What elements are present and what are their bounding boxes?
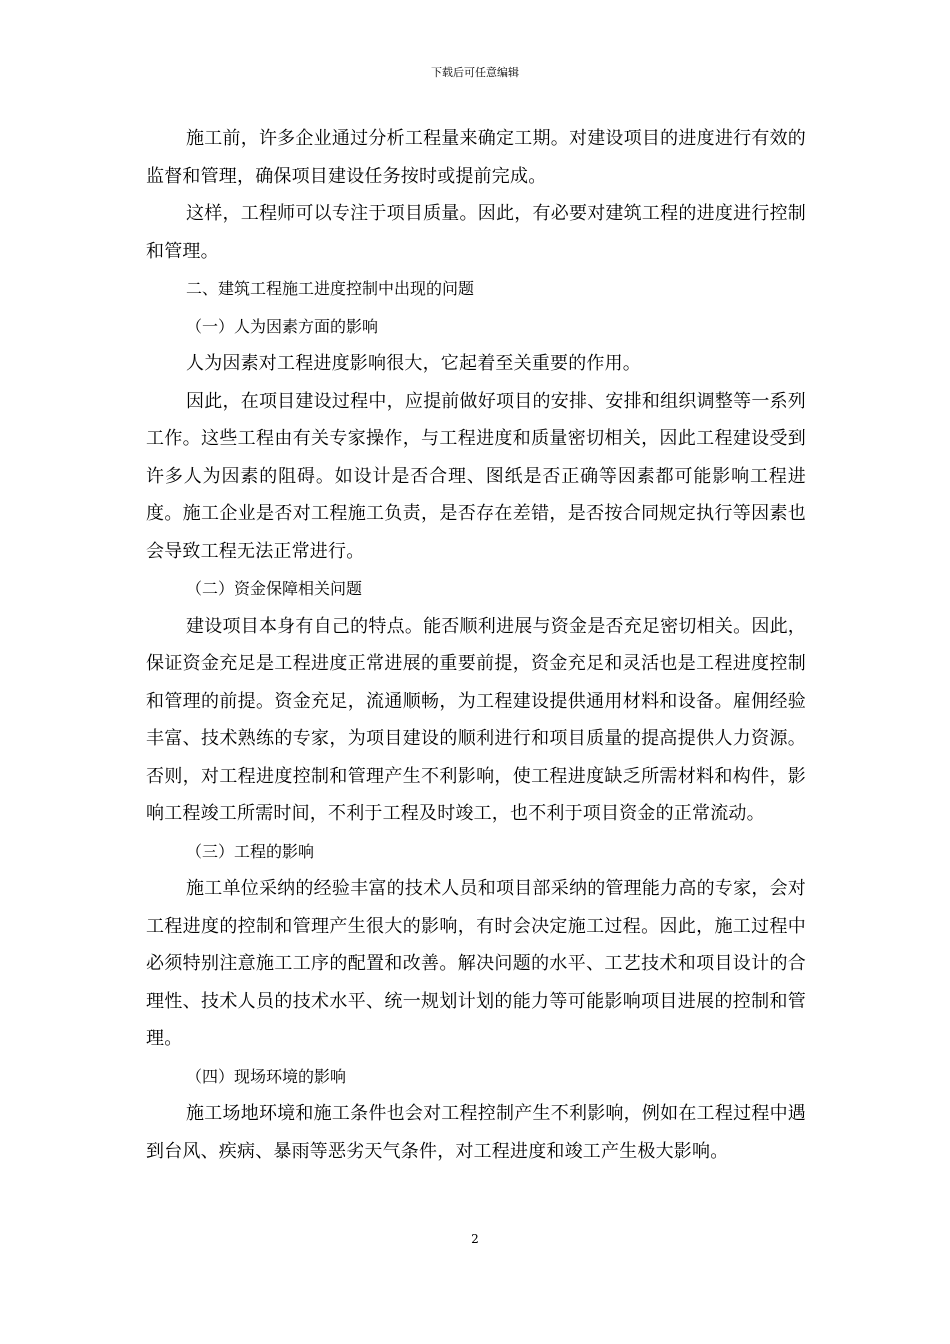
document-body: [146, 120, 806, 1170]
paragraph: 人为因素对工程进度影响很大，它起着至关重要的作用。: [186, 353, 641, 374]
subsection-heading: （三）工程的影响: [186, 841, 315, 861]
paragraph: 这样，工程师可以专注于项目质量。因此，有必要对建筑工程的进度进行控制和管理。: [146, 203, 806, 262]
paragraph: 因此，在项目建设过程中，应提前做好项目的安排、安排和组织调整等一系列工作。这些工程由有关专家操作，与工程进度和质量密切相关，因此工程建设受到许多人为因素的阻碍。如设计是否合理、图纸是否正确等因素都可能影响工程进度。施工企业是否对工程施工负责，是否存在差错，是否按合同规定执行等因素也会导致工程无法正常进行。: [146, 390, 806, 562]
section-heading: 二、建筑工程施工进度控制中出现的问题: [186, 279, 475, 298]
subsection-heading: （二）资金保障相关问题: [186, 579, 363, 598]
subsection-heading: （四）现场环境的影响: [186, 1066, 347, 1086]
paragraph: 建设项目本身有自己的特点。能否顺利进展与资金是否充足密切相关。因此，保证资金充足是工程进度正常进展的重要前提，资金充足和灵活也是工程进度控制和管理的前提。资金充足，流通顺畅，为工程建设提供通用材料和设备。雇佣经验丰富、技术熟练的专家，为项目建设的顺利进行和项目质量的提高提供人力资源。否则，对工程进度控制和管理产生不利影响，使工程进度缺乏所需材料和构件，影响工程竣工所需时间，不利于工程及时竣工，也不利于项目资金的正常流动。: [146, 615, 806, 824]
page-header: 下载后可任意编辑: [431, 66, 519, 79]
paragraph: 施工场地环境和施工条件也会对工程控制产生不利影响，例如在工程过程中遇到台风、疾病、暴雨等恶劣天气条件，对工程进度和竣工产生极大影响。: [146, 1103, 806, 1162]
subsection-heading: （一）人为因素方面的影响: [186, 316, 379, 336]
paragraph: 施工单位采纳的经验丰富的技术人员和项目部采纳的管理能力高的专家，会对工程进度的控制和管理产生很大的影响，有时会决定施工过程。因此，施工过程中必须特别注意施工工序的配置和改善。解决问题的水平、工艺技术和项目设计的合理性、技术人员的技术水平、统一规划计划的能力等可能影响项目进展的控制和管理。: [146, 878, 806, 1049]
page-number: 2: [471, 1232, 479, 1246]
paragraph: 施工前，许多企业通过分析工程量来确定工期。对建设项目的进度进行有效的监督和管理，确保项目建设任务按时或提前完成。: [146, 128, 806, 187]
